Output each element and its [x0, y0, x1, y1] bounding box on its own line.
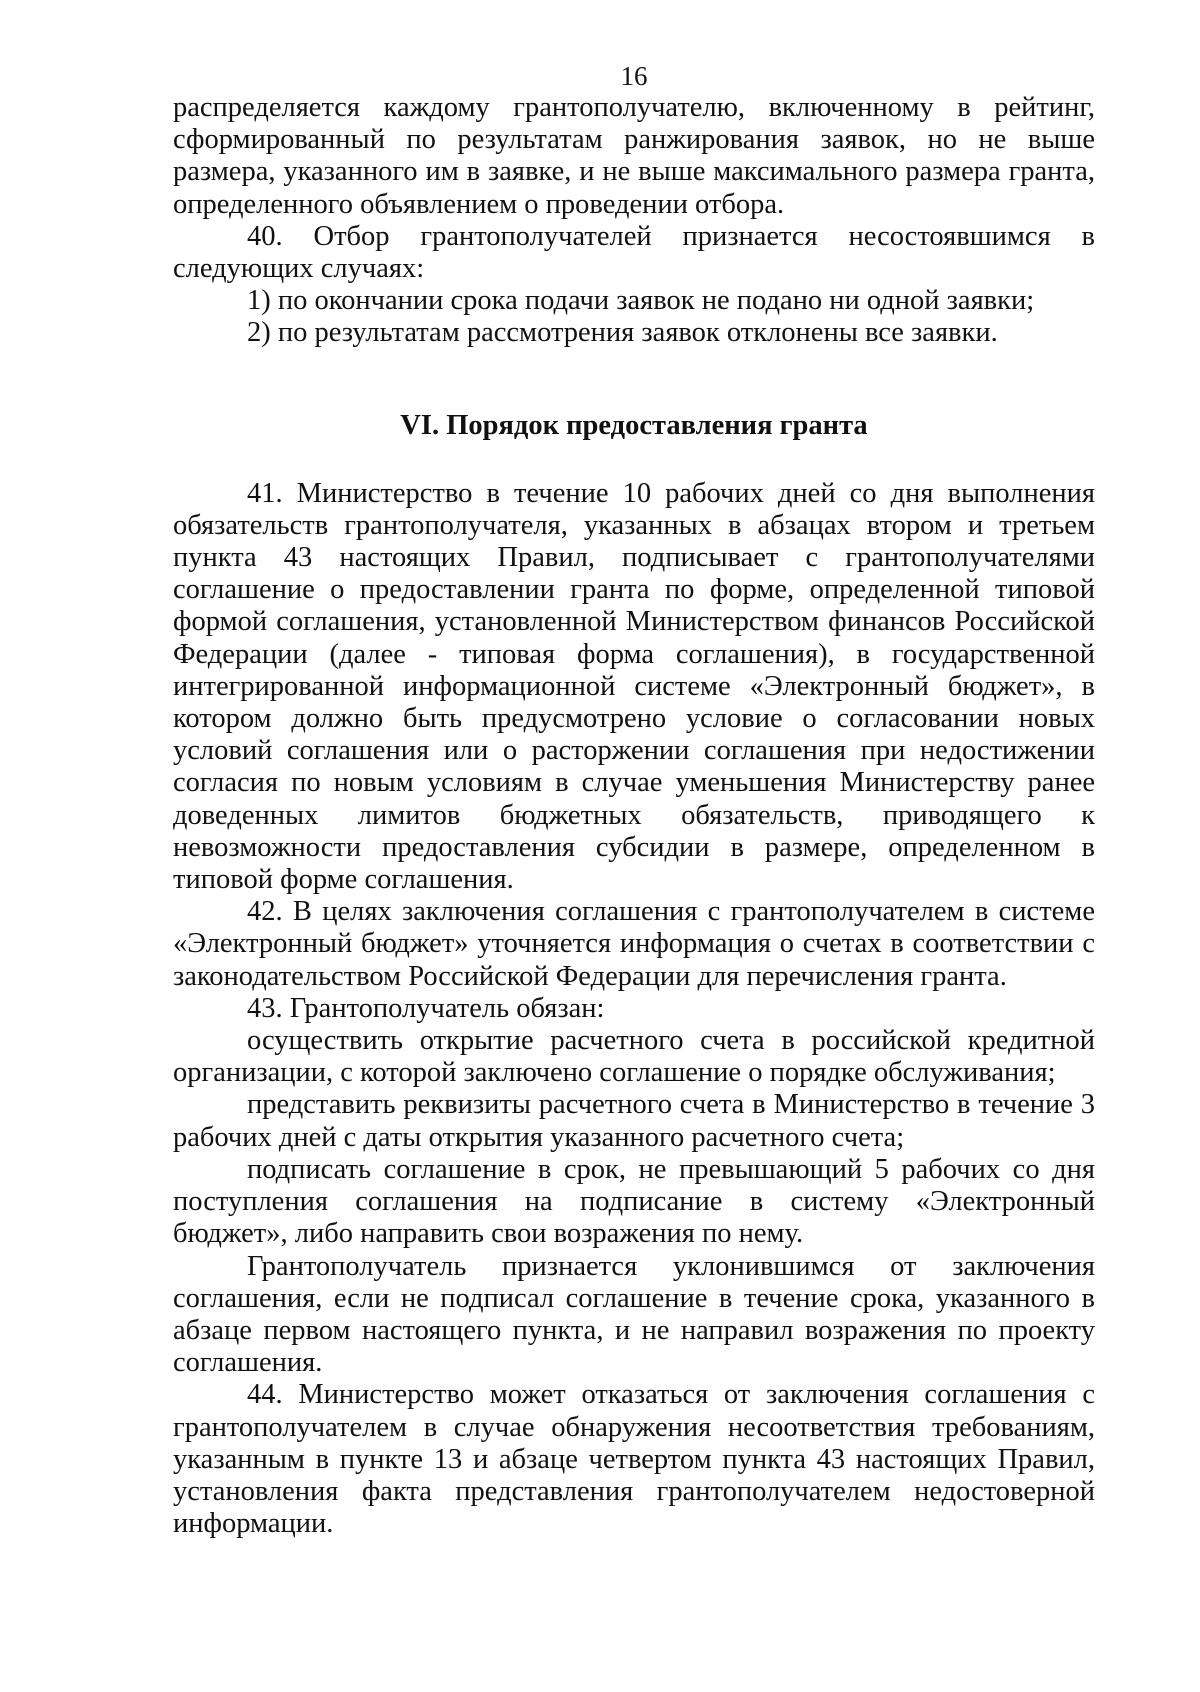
- list-item-40-1: 1) по окончании срока подачи заявок не подано ни одной заявки;: [247, 285, 1035, 317]
- paragraph-43-item-1: осуществить открытие расчетного счета в российской кредитной организации, с которой заключено соглашение о порядке обслуживания;: [173, 1025, 1095, 1089]
- paragraph-43-item-3: подписать соглашение в срок, не превышающий 5 рабочих со дня поступления соглашения на подписание в систему «Электронный бюджет», либо направить свои возражения по нему.: [173, 1153, 1095, 1250]
- paragraph-41: 41. Министерство в течение 10 рабочих дней со дня выполнения обязательств грантополучателя, указанных в абзацах втором и третьем пункта 43 настоящих Правил, подписывает с грантополучателями соглашение о предоставлении гранта по форме, определенной типовой формой соглашения, установленной Министерством финансов Российской Федерации (далее - типовая форма соглашения), в государственной интегрированной информационной системе «Электронный бюджет», в котором должно быть предусмотрено условие о согласовании новых условий соглашения или о расторжении соглашения при недостижении согласия по новым условиям в случае уменьшения Министерству ранее доведенных лимитов бюджетных обязательств, приводящего к невозможности предоставления субсидии в размере, определенном в типовой форме соглашения.: [173, 477, 1095, 896]
- document-page: [173, 60, 1095, 1540]
- paragraph-44: 44. Министерство может отказаться от заключения соглашения с грантополучателем в случае обнаружения несоответствия требованиям, указанным в пункте 13 и абзаце четвертом пункта 43 настоящих Правил, установления факта представления грантополучателем недостоверной информации.: [173, 1379, 1095, 1540]
- paragraph-43: 43. Грантополучатель обязан:: [247, 992, 605, 1024]
- list-item-40-2: 2) по результатам рассмотрения заявок отклонены все заявки.: [247, 317, 998, 349]
- paragraph-42: 42. В целях заключения соглашения с грантополучателем в системе «Электронный бюджет» уточняется информация о счетах в соответствии с законодательством Российской Федерации для перечисления гранта.: [173, 896, 1095, 992]
- paragraph-40: 40. Отбор грантополучателей признается несостоявшимся в следующих случаях:: [173, 220, 1095, 285]
- section-heading: VI. Порядок предоставления гранта: [400, 409, 868, 441]
- paragraph-43-evasion: Грантополучатель признается уклонившимся от заключения соглашения, если не подписал соглашение в течение срока, указанного в абзаце первом настоящего пункта, и не направил возражения по проекту соглашения.: [173, 1250, 1095, 1379]
- paragraph-continuation: распределяется каждому грантополучателю, включенному в рейтинг, сформированный по результатам ранжирования заявок, но не выше размера, указанного им в заявке, и не выше максимального размера гранта, определенного объявлением о проведении отбора.: [173, 92, 1095, 220]
- paragraph-43-item-2: представить реквизиты расчетного счета в Министерство в течение 3 рабочих дней с даты открытия указанного расчетного счета;: [173, 1089, 1095, 1153]
- page-number: 16: [620, 61, 648, 91]
